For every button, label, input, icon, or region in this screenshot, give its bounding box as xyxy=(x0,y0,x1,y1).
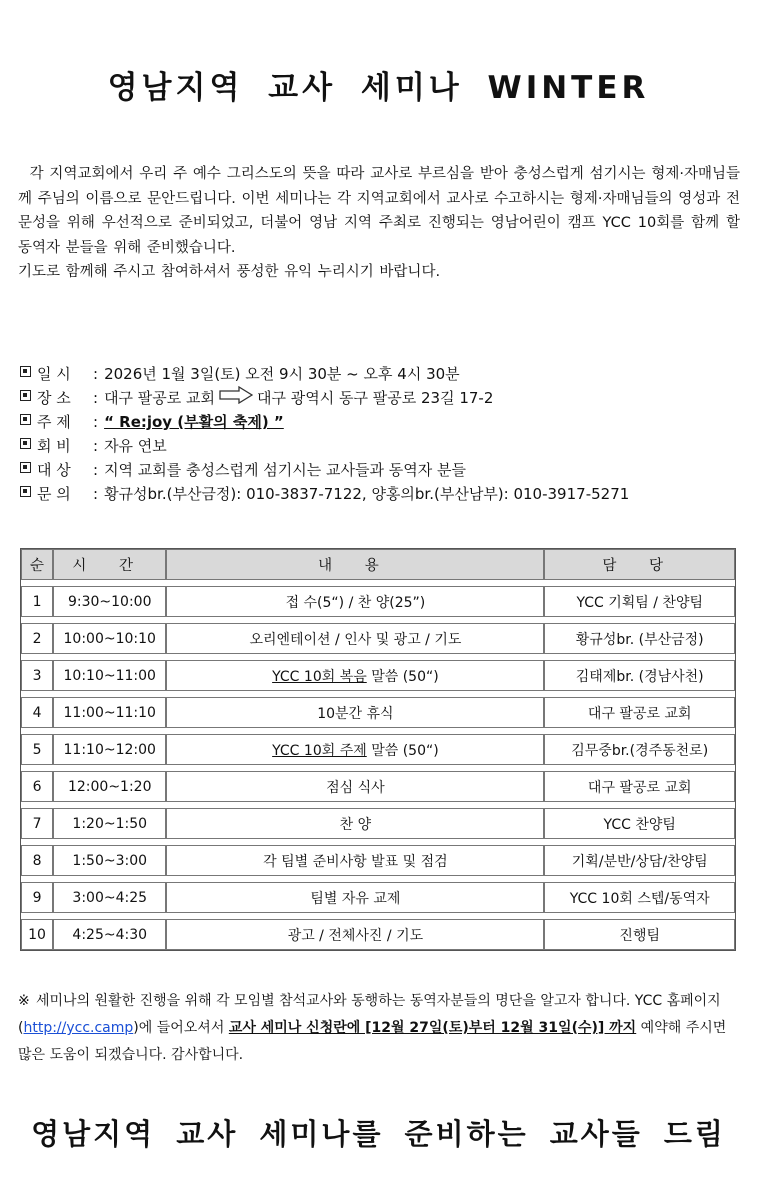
note-highlight: 교사 세미나 신청란에 [12월 27일(토)부터 12월 31일(수)] 까지 xyxy=(228,1020,637,1036)
info-date: 일 시 : 2026년 1월 3일(토) 오전 9시 30분 ~ 오후 4시 30분 xyxy=(18,362,743,386)
intro-text xyxy=(18,162,740,285)
table-row: 9 3:00~4:25 팀별 자유 교제 YCC 10회 스텝/동역자 xyxy=(21,882,735,913)
header-manager: 담 당 xyxy=(544,549,735,580)
event-info xyxy=(18,362,743,506)
bullet-square-icon xyxy=(20,390,31,401)
table-row: 8 1:50~3:00 각 팀별 준비사항 발표 및 점검 기획/분반/상담/찬양팀 xyxy=(21,845,735,876)
info-fee: 회 비 : 자유 연보 xyxy=(18,434,743,458)
info-target: 대 상 : 지역 교회를 충성스럽게 섬기시는 교사들과 동역자 분들 xyxy=(18,458,743,482)
intro-paragraph: 각 지역교회에서 우리 주 예수 그리스도의 뜻을 따라 교사로 부르심을 받아 충성스럽게 섬기시는 형제·자매님들께 주님의 이름으로 문안드립니다. 이번 세미나는 각 지역교회에서 교사로 수고하시는 형제·자매님들의 영성과 전문성을 위해 우선적으로 준비되었고, 더불어 영남 지역 주최로 진행되는 영남어린이 캠프 YCC 10회를 함께 할 동역자 분들을 위해 준비했습니다. xyxy=(18,166,741,256)
page-title: 영남지역 교사 세미나 WINTER xyxy=(107,70,650,106)
table-row: 6 12:00~1:20 점심 식사 대구 팔공로 교회 xyxy=(21,771,735,802)
registration-note: ※ 세미나의 원활한 진행을 위해 각 모임별 참석교사와 동행하는 동역자분들의 명단을 알고자 합니다. YCC 홈페이지(http://ycc.camp)에 들어오셔서 교사 세미나 신청란에 [12월 27일(토)부터 12월 31일(수)] 까지 예약해 주시면 많은 도움이 되겠습니다. 감사합니다. xyxy=(18,988,743,1069)
bullet-square-icon xyxy=(20,438,31,449)
intro-paragraph: 기도로 함께해 주시고 참여하셔서 풍성한 유익 누리시기 바랍니다. xyxy=(18,264,441,280)
info-theme: 주 제 : “ Re:joy (부활의 축제) ” xyxy=(18,410,743,434)
header-time: 시 간 xyxy=(53,549,166,580)
footer-signature: 영남지역 교사 세미나를 준비하는 교사들 드림 xyxy=(31,1117,726,1151)
info-place-to: 대구 광역시 동구 팔공로 23길 17-2 xyxy=(257,389,494,407)
bullet-square-icon xyxy=(20,486,31,497)
info-contact: 문 의 : 황규성br.(부산금정): 010-3837-7122, 양홍의br.(부산남부): 010-3917-5271 xyxy=(18,482,743,506)
table-row: 1 9:30~10:00 접 수(5“) / 찬 양(25”) YCC 기획팀 / 찬양팀 xyxy=(21,586,735,617)
bullet-square-icon xyxy=(20,414,31,425)
table-row: 4 11:00~11:10 10분간 휴식 대구 팔공로 교회 xyxy=(21,697,735,728)
info-target-value: 지역 교회를 충성스럽게 섬기시는 교사들과 동역자 분들 xyxy=(104,461,466,479)
table-row: 5 11:10~12:00 YCC 10회 주제 말씀 (50“) 김무중br.(경주동천로) xyxy=(21,734,735,765)
table-row: 10 4:25~4:30 광고 / 전체사진 / 기도 진행팀 xyxy=(21,919,735,950)
note-mark: ※ xyxy=(18,993,30,1009)
schedule-table xyxy=(20,548,736,951)
info-place: 장 소 : 대구 팔공로 교회 대구 광역시 동구 팔공로 23길 17-2 xyxy=(18,386,743,410)
bullet-square-icon xyxy=(20,366,31,377)
info-date-value: 2026년 1월 3일(토) 오전 9시 30분 ~ 오후 4시 30분 xyxy=(104,365,460,383)
info-place-from: 대구 팔공로 교회 xyxy=(104,389,216,407)
header-content: 내 용 xyxy=(166,549,544,580)
table-row: 2 10:00~10:10 오리엔테이션 / 인사 및 광고 / 기도 황규성br. (부산금정) xyxy=(21,623,735,654)
bullet-square-icon xyxy=(20,462,31,473)
table-row: 7 1:20~1:50 찬 양 YCC 찬양팀 xyxy=(21,808,735,839)
info-theme-value: “ Re:joy (부활의 축제) ” xyxy=(104,413,284,431)
header-no: 순 xyxy=(21,549,53,580)
homepage-link[interactable]: http://ycc.camp xyxy=(23,1020,134,1036)
info-contact-value: 황규성br.(부산금정): 010-3837-7122, 양홍의br.(부산남부): 010-3917-5271 xyxy=(104,485,630,503)
right-arrow-icon xyxy=(219,386,253,404)
info-fee-value: 자유 연보 xyxy=(104,437,167,455)
table-row: 3 10:10~11:00 YCC 10회 복음 말씀 (50“) 김태제br. (경남사천) xyxy=(21,660,735,691)
table-header-row xyxy=(21,549,735,580)
